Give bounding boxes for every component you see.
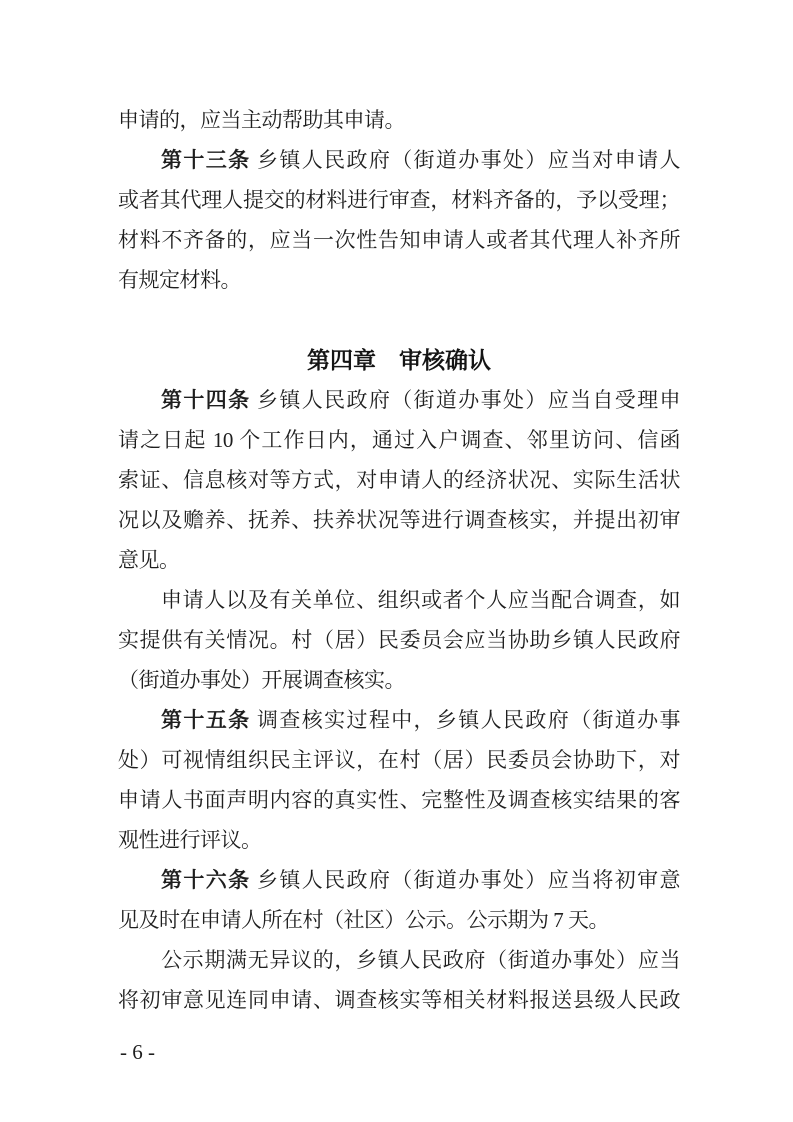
text-run: 或者其代理人提交的材料进行审查，材料齐备的，予以受理； <box>118 188 680 212</box>
text-line <box>118 900 680 940</box>
text-line <box>118 580 680 620</box>
text-line <box>118 820 680 860</box>
page-number: - 6 - <box>120 1040 155 1064</box>
text-run: 调查核实过程中，乡镇人民政府（街道办事 <box>250 708 680 732</box>
text-run: （街道办事处）开展调查核实。 <box>118 668 405 692</box>
text-run: 况以及赡养、抚养、扶养状况等进行调查核实，并提出初审 <box>118 508 680 532</box>
text-run: 索证、信息核对等方式，对申请人的经济状况、实际生活状 <box>118 468 680 492</box>
text-line <box>118 980 680 1020</box>
text-line <box>118 860 680 900</box>
blank-line <box>118 300 680 340</box>
text-run: 乡镇人民政府（街道办事处）应当将初审意 <box>250 868 680 892</box>
text-line <box>118 420 680 460</box>
text-run: 请之日起 10 个工作日内，通过入户调查、邻里访问、信函 <box>118 428 680 452</box>
article-number: 第十五条 <box>161 708 251 732</box>
text-line <box>118 660 680 700</box>
article-number: 第十三条 <box>161 148 251 172</box>
text-line <box>118 100 680 140</box>
text-line <box>118 540 680 580</box>
text-line <box>118 220 680 260</box>
text-run: 公示期满无异议的，乡镇人民政府（街道办事处）应当 <box>161 948 680 972</box>
text-line <box>118 700 680 740</box>
text-line <box>118 620 680 660</box>
text-run: 申请的，应当主动帮助其申请。 <box>118 108 405 132</box>
text-run: 处）可视情组织民主评议，在村（居）民委员会协助下，对 <box>118 748 680 772</box>
text-line <box>118 140 680 180</box>
text-line <box>118 180 680 220</box>
text-line <box>118 780 680 820</box>
text-line <box>118 380 680 420</box>
text-run: 申请人以及有关单位、组织或者个人应当配合调查，如 <box>161 588 680 612</box>
text-run: 乡镇人民政府（街道办事处）应当自受理申 <box>250 388 680 412</box>
text-line <box>118 500 680 540</box>
text-line <box>118 260 680 300</box>
text-line <box>118 940 680 980</box>
text-run: 材料不齐备的，应当一次性告知申请人或者其代理人补齐所 <box>118 228 680 252</box>
document-body <box>118 100 680 1020</box>
article-number: 第十六条 <box>161 868 251 892</box>
text-run: 观性进行评议。 <box>118 828 262 852</box>
text-run: 意见。 <box>118 548 180 572</box>
text-run: 乡镇人民政府（街道办事处）应当对申请人 <box>250 148 680 172</box>
text-line <box>118 740 680 780</box>
text-run: 将初审意见连同申请、调查核实等相关材料报送县级人民政 <box>118 988 680 1012</box>
text-run: 见及时在申请人所在村（社区）公示。公示期为 7 天。 <box>118 908 609 932</box>
text-run: 实提供有关情况。村（居）民委员会应当协助乡镇人民政府 <box>118 628 680 652</box>
text-line <box>118 460 680 500</box>
chapter-heading: 第四章 审核确认 <box>307 347 491 373</box>
article-number: 第十四条 <box>161 388 251 412</box>
text-run: 有规定材料。 <box>118 268 241 292</box>
text-run: 申请人书面声明内容的真实性、完整性及调查核实结果的客 <box>118 788 680 812</box>
